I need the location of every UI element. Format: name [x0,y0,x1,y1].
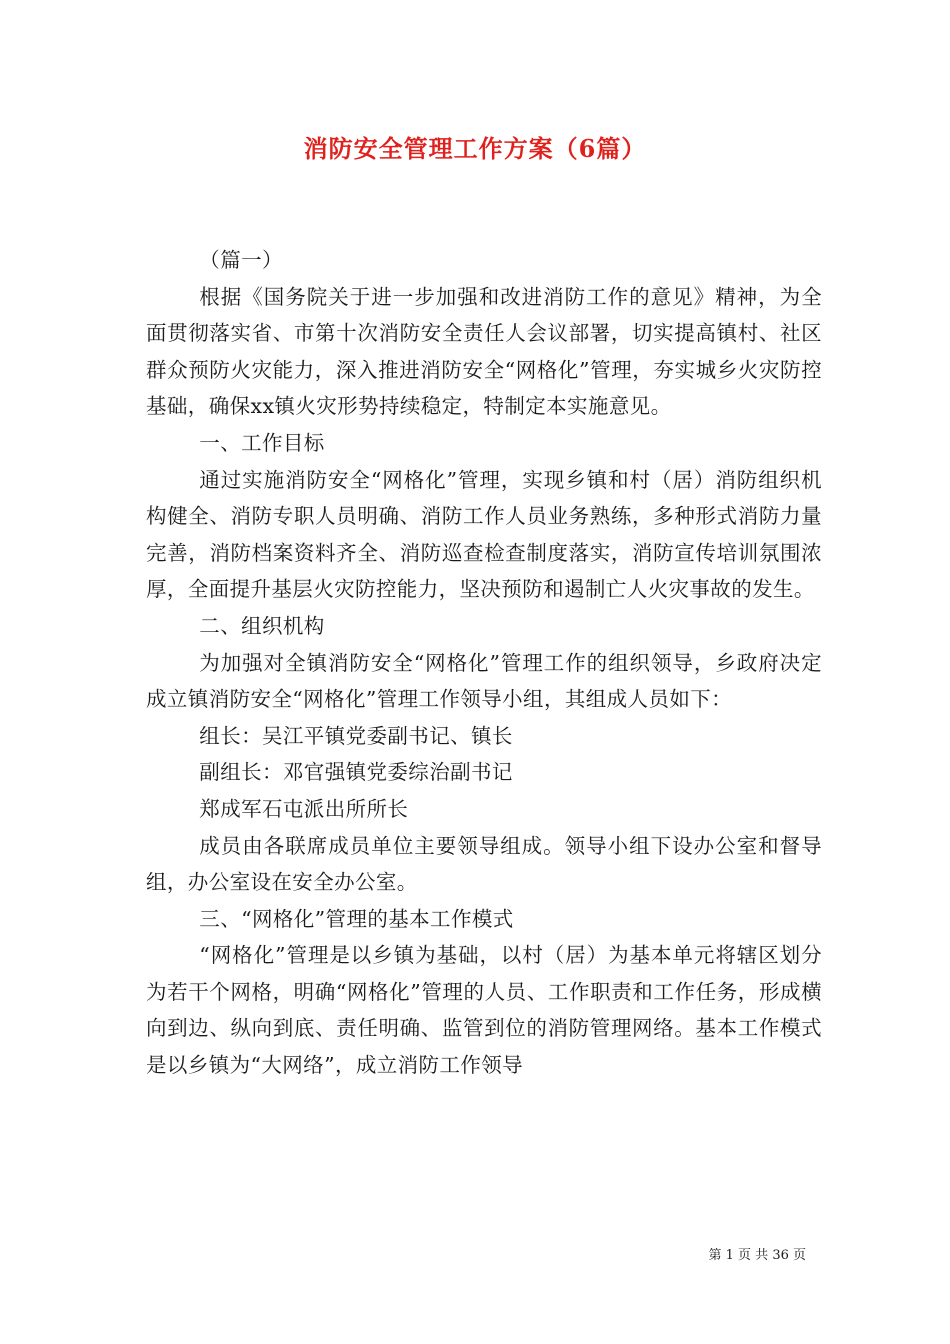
member-line: 郑成军石屯派出所所长 [199,796,409,821]
organization-paragraph: 为加强对全镇消防安全“网格化”管理工作的组织领导，乡政府决定成立镇消防安全“网格化”管理工作领导小组，其组成人员如下： [146,650,822,712]
goals-paragraph: 通过实施消防安全“网格化”管理，实现乡镇和村（居）消防组织机构健全、消防专职人员明确、消防工作人员业务熟练，多种形式消防力量完善，消防档案资料齐全、消防巡查检查制度落实，消防宣传培训氛围浓厚，全面提升基层火灾防控能力，坚决预防和遏制亡人火灾事故的发生。 [146,467,822,602]
members-paragraph: 成员由各联席成员单位主要领导组成。领导小组下设办公室和督导组，办公室设在安全办公室。 [146,833,822,895]
intro-paragraph: 根据《国务院关于进一步加强和改进消防工作的意见》精神，为全面贯彻落实省、市第十次消防安全责任人会议部署，切实提高镇村、社区群众预防火灾能力，深入推进消防安全“网格化”管理，夯实城乡火灾防控基础，确保xx镇火灾形势持续稳定，特制定本实施意见。 [146,284,822,419]
page-number-footer: 第 1 页 共 36 页 [708,1248,806,1263]
document-body [146,242,822,1084]
work-mode-paragraph: “网格化”管理是以乡镇为基础，以村（居）为基本单元将辖区划分为若干个网格，明确“网格化”管理的人员、工作职责和工作任务，形成横向到边、纵向到底、责任明确、监管到位的消防管理网络。基本工作模式是以乡镇为“大网络”，成立消防工作领导 [146,943,822,1078]
leader-line: 组长：吴江平镇党委副书记、镇长 [199,723,513,748]
section-label: （篇一） [199,248,283,272]
document-title: 消防安全管理工作方案（6篇） [303,134,647,163]
heading-work-goals: 一、工作目标 [199,430,325,455]
deputy-leader-line: 副组长：邓官强镇党委综治副书记 [199,760,513,785]
heading-organization: 二、组织机构 [199,613,325,638]
heading-work-mode: 三、“网格化”管理的基本工作模式 [199,906,514,931]
